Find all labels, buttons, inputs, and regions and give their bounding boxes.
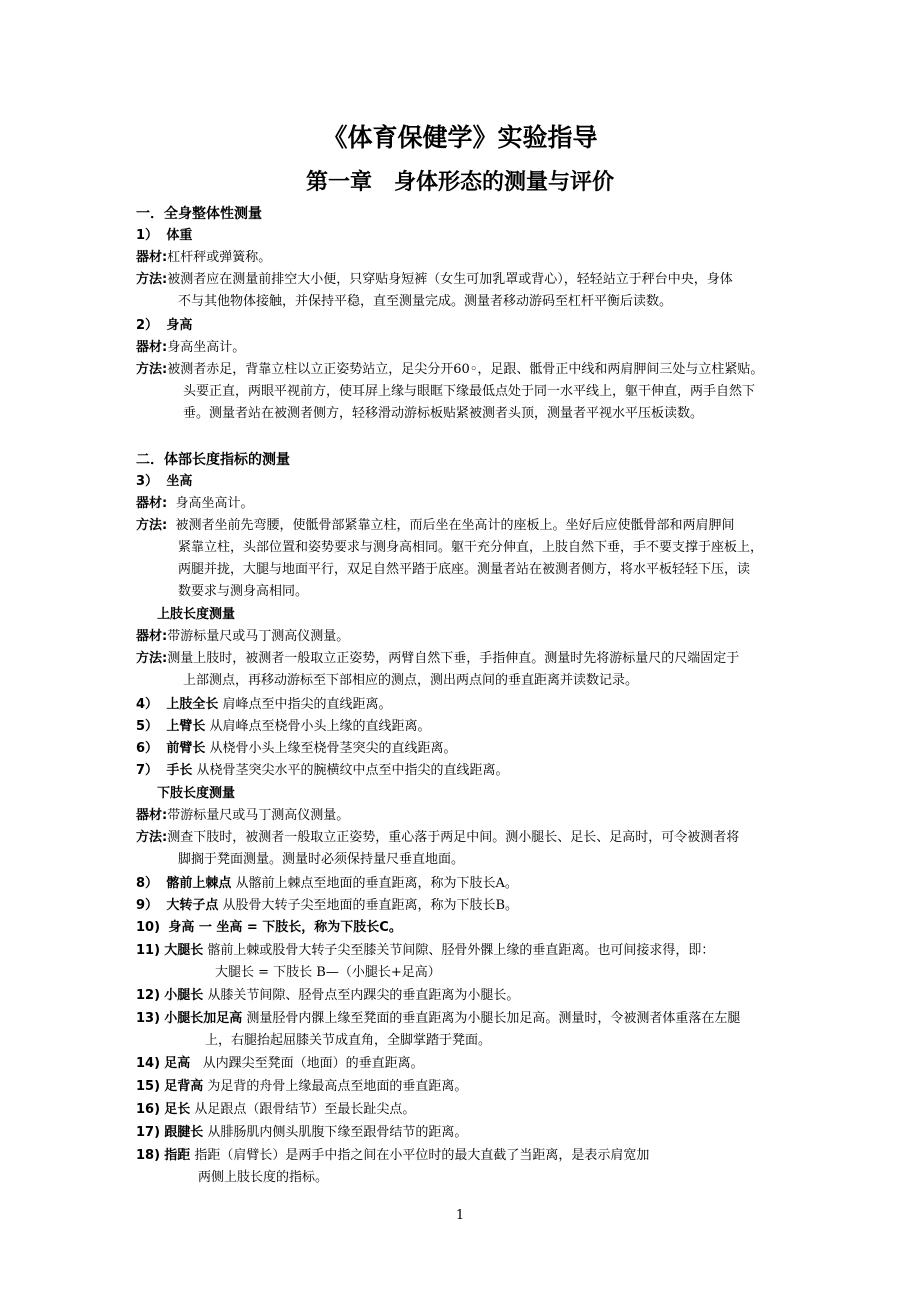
item-number: 2） — [136, 318, 159, 333]
label: 方法: — [136, 362, 168, 377]
lower-limb-equipment — [136, 805, 796, 827]
page-number: 1 — [455, 1208, 465, 1223]
label: 方法: — [136, 518, 168, 533]
paragraph-line: 脚搁于凳面测量。测量时必须保持量尺垂直地面。 — [178, 852, 465, 867]
text: 测查下肢时，被测者一般取立正姿势，重心落于两足中间。测小腿长、足长、足高时，可令被测者将 — [167, 830, 740, 845]
text: 被测者赤足，背靠立柱以立正姿势站立，足尖分开60◦，足跟、骶骨正中线和两肩胛间三处与立柱紧贴。 — [167, 362, 764, 377]
label: 器材: — [136, 340, 168, 355]
item-name: 坐高 — [166, 474, 193, 489]
label: 器材: — [136, 629, 168, 644]
item-4: 4） 上肢全长 肩峰点至中指尖的直线距离。 — [136, 697, 392, 712]
paragraph-line: 上，右腿抬起屈膝关节成直角，全脚掌踏于凳面。 — [205, 1033, 492, 1048]
item-1-heading — [136, 225, 796, 247]
item-3-method — [136, 515, 796, 537]
document-title: 《体育保健学》实验指导 — [322, 123, 598, 152]
item-3-heading — [136, 471, 796, 493]
item-5: 5） 上臂长 从肩峰点至桡骨小头上缘的直线距离。 — [136, 719, 431, 734]
paragraph-line: 数要求与测身高相同。 — [178, 584, 309, 599]
item-2-heading — [136, 315, 796, 337]
item-11: 11) 大腿长 髂前上棘或股骨大转子尖至膝关节间隙、胫骨外髁上缘的垂直距离。也可间接求得，即： — [136, 943, 715, 958]
lower-limb-heading: 下肢长度测量 — [157, 786, 236, 801]
item-10: 10) 身高 一 坐高 = 下肢长，称为下肢长C。 — [136, 920, 402, 935]
section-heading-2: 二．体部长度指标的测量 — [136, 452, 290, 468]
text: 被测者坐前先弯腰，使骶骨部紧靠立柱，而后坐在坐高计的座板上。坐好后应使骶骨部和两肩胛间 — [175, 518, 735, 533]
item-18: 18) 指距 指距（肩臂长）是两手中指之间在小平位时的最大直截了当距离，是表示肩宽加 — [136, 1148, 650, 1163]
text: 身高坐高计。 — [175, 496, 254, 511]
item-13: 13) 小腿长加足高 测量胫骨内髁上缘至凳面的垂直距离为小腿长加足高。测量时，令被测者体重落在左腿 — [136, 1011, 741, 1026]
item-12: 12) 小腿长 从膝关节间隙、胫骨点至内踝尖的垂直距离为小腿长。 — [136, 988, 520, 1003]
paragraph-line: 垂。测量者站在被测者侧方，轻移滑动游标板贴紧被测者头顶，测量者平视水平压板读数。 — [183, 406, 704, 421]
section-heading-1: 一．全身整体性测量 — [136, 206, 262, 222]
paragraph-line: 上部测点，再移动游标至下部相应的测点，测出两点间的垂直距离并读数记录。 — [183, 673, 639, 688]
text: 带游标量尺或马丁测高仪测量。 — [167, 629, 350, 644]
upper-limb-heading: 上肢长度测量 — [157, 607, 236, 622]
item-name: 体重 — [166, 228, 193, 243]
text: 被测者应在测量前排空大小便，只穿贴身短裤（女生可加乳罩或背心），轻轻站立于秤台中央，身体 — [167, 272, 733, 287]
item-8: 8） 髂前上棘点 从髂前上棘点至地面的垂直距离，称为下肢长A。 — [136, 876, 518, 891]
text: 测量上肢时，被测者一般取立正姿势，两臂自然下垂，手指伸直。测量时先将游标量尺的尺端固定于 — [167, 651, 740, 666]
item-14: 14) 足高 从内踝尖至凳面（地面）的垂直距离。 — [136, 1056, 424, 1071]
label: 方法: — [136, 272, 168, 287]
label: 器材: — [136, 496, 168, 511]
text: 身高坐高计。 — [167, 340, 246, 355]
item-1-equipment — [136, 247, 796, 269]
label: 器材: — [136, 808, 168, 823]
upper-limb-equipment — [136, 626, 796, 648]
paragraph-line: 不与其他物体接触，并保持平稳，直至测量完成。测量者移动游码至杠杆平衡后读数。 — [178, 294, 673, 309]
item-number: 3） — [136, 474, 159, 489]
item-2-equipment — [136, 337, 796, 359]
item-6: 6） 前臂长 从桡骨小头上缘至桡骨茎突尖的直线距离。 — [136, 741, 457, 756]
label: 方法: — [136, 651, 168, 666]
chapter-title: 第一章 身体形态的测量与评价 — [305, 170, 614, 195]
paragraph-line: 两腿并拢，大腿与地面平行，双足自然平踏于底座。测量者站在被测者侧方，将水平板轻轻下压，读 — [178, 562, 751, 577]
item-9: 9） 大转子点 从股骨大转子尖至地面的垂直距离，称为下肢长B。 — [136, 898, 519, 913]
item-number: 1） — [136, 228, 159, 243]
item-16: 16) 足长 从足跟点（跟骨结节）至最长趾尖点。 — [136, 1102, 416, 1117]
paragraph-line: 头要正直，两眼平视前方，使耳屏上缘与眼眶下缘最低点处于同一水平线上，躯干伸直，两手自然下 — [183, 384, 756, 399]
item-1-method — [136, 269, 796, 291]
item-17: 17) 跟腱长 从腓肠肌内侧头肌腹下缘至跟骨结节的距离。 — [136, 1125, 468, 1140]
text: 杠杆秤或弹簧称。 — [167, 250, 272, 265]
item-3-equipment — [136, 493, 796, 515]
item-name: 身高 — [166, 318, 193, 333]
item-15: 15) 足背高 为足背的舟骨上缘最高点至地面的垂直距离。 — [136, 1079, 468, 1094]
text: 带游标量尺或马丁测高仪测量。 — [167, 808, 350, 823]
label: 方法: — [136, 830, 168, 845]
thigh-formula: 大腿长 = 下肢长 B—（小腿长+足高） — [215, 965, 441, 980]
paragraph-line: 两侧上肢长度的指标。 — [198, 1170, 329, 1185]
paragraph-line: 紧靠立柱，头部位置和姿势要求与测身高相同。躯干充分伸直，上肢自然下垂，手不要支撑于座板上， — [178, 540, 764, 555]
item-2-method — [136, 359, 796, 381]
upper-limb-method — [136, 648, 796, 670]
item-7: 7） 手长 从桡骨茎突尖水平的腕横纹中点至中指尖的直线距离。 — [136, 763, 509, 778]
lower-limb-method — [136, 827, 796, 849]
label: 器材: — [136, 250, 168, 265]
